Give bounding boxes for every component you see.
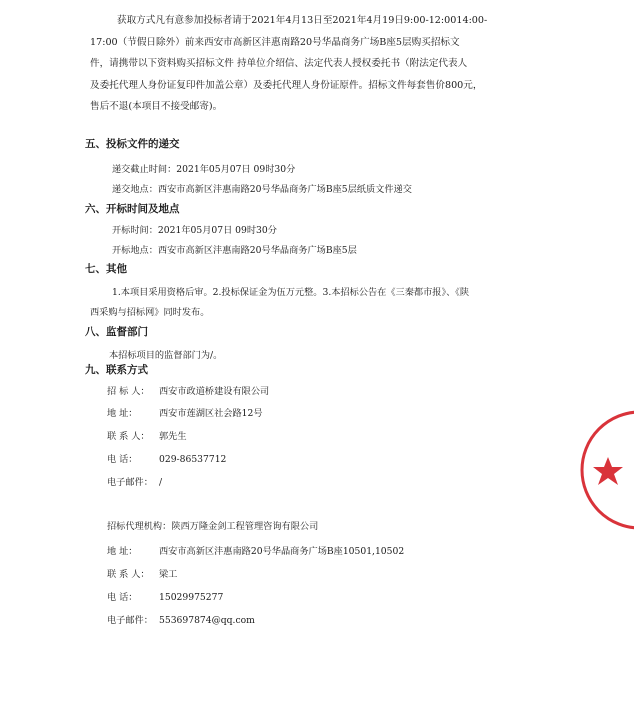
agency-phone-label: 电 话： [107,592,138,603]
tenderer-phone-label: 电 话： [107,454,138,465]
tenderer-name-label: 招 标 人： [107,386,150,397]
bid-opening-time: 开标时间：2021年05月07日 09时30分 [112,225,277,236]
tenderer-phone-row [107,451,226,465]
bid-opening-location: 开标地点：西安市高新区沣惠南路20号华晶商务广场B座5层 [112,245,357,256]
acquisition-line-3: 件，请携带以下资料购买招标文件 持单位介绍信、法定代表人授权委托书（附法定代表人 [90,58,468,69]
submission-location: 递交地点：西安市高新区沣惠南路20号华晶商务广场B座5层纸质文件递交 [112,184,412,195]
tenderer-address-value: 西安市莲湖区社会路12号 [159,408,263,419]
section-8-heading: 八、监督部门 [85,326,148,338]
acquisition-line-5: 售后不退(本项目不接受邮寄)。 [90,101,223,112]
tenderer-email-row [107,474,162,488]
tenderer-email-label: 电子邮件： [107,477,153,488]
agency-phone-value: 15029975277 [159,592,224,603]
tenderer-address-row [107,405,263,419]
acquisition-line-4: 及委托代理人身份证复印件加盖公章）及委托代理人身份证原件。招标文件每套售价800元， [90,79,483,91]
acquisition-line-1: 获取方式凡有意参加投标者请于2021年4月13日至2021年4月19日9:00-12:0014:00- [117,15,488,26]
supervision-text: 本招标项目的监督部门为/。 [109,350,223,361]
section-5-heading: 五、投标文件的递交 [85,138,180,150]
agency-email-value: 553697874@qq.com [159,615,255,626]
agency-phone-row [107,589,223,603]
agency-address-row [107,543,404,557]
agency-address-value: 西安市高新区沣惠南路20号华晶商务广场B座10501,10502 [159,546,405,557]
agency-address-label: 地 址： [107,546,138,557]
acquisition-line-2: 17:00（节假日除外）前来西安市高新区沣惠南路20号华晶商务广场B座5层购买招标文 [90,36,460,48]
tenderer-address-label: 地 址： [107,408,138,419]
other-line-2: 西采购与招标网》同时发布。 [90,307,210,318]
tenderer-phone-value: 029-86537712 [159,454,227,465]
section-6-heading: 六、开标时间及地点 [85,203,180,215]
agency-contact-value: 梁工 [159,569,178,580]
agency-contact-row [107,566,177,580]
tenderer-contact-value: 郭先生 [159,431,187,442]
acquisition-paragraph [90,10,505,118]
tenderer-name-value: 西安市政道桥建设有限公司 [159,386,270,397]
tenderer-name-row [107,383,269,397]
tenderer-email-value: / [159,477,163,488]
agency-email-row [107,612,255,626]
tenderer-contact-row [107,428,187,442]
section-9-heading: 九、联系方式 [85,364,148,376]
tenderer-contact-label: 联 系 人： [107,431,150,442]
other-line-1: 1.本项目采用资格后审。2.投标保证金为伍万元整。3.本招标公告在《三秦都市报》、《陕 [112,287,470,298]
agency-name-row [107,518,318,532]
section-7-heading: 七、其他 [85,263,127,275]
submission-deadline: 递交截止时间：2021年05月07日 09时30分 [112,164,296,175]
agency-email-label: 电子邮件： [107,615,153,626]
agency-contact-label: 联 系 人： [107,569,150,580]
agency-name-label: 招标代理机构： [107,521,172,532]
official-seal [578,400,634,540]
seal-star-icon [593,457,623,485]
agency-name-value: 陕西万隆金剑工程管理咨询有限公司 [171,521,319,532]
